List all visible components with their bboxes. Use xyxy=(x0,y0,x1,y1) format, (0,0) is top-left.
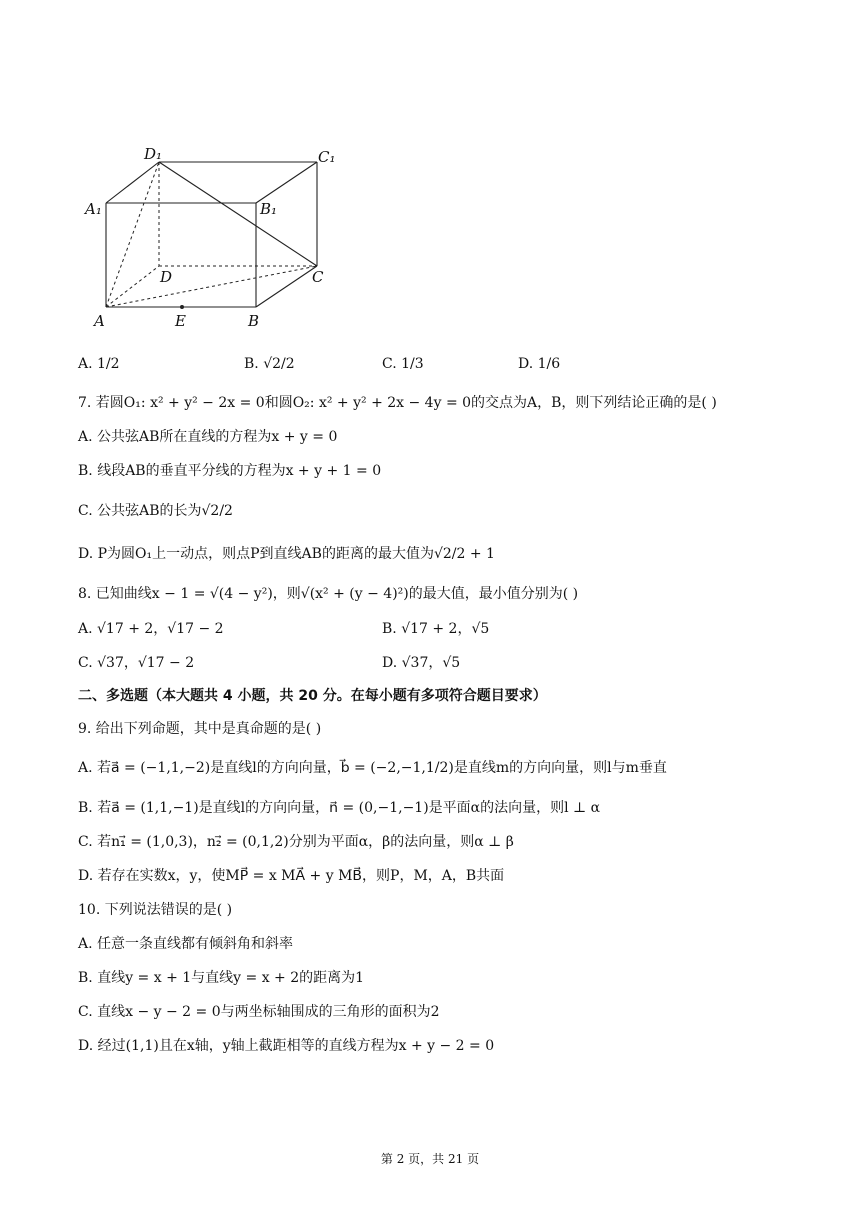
label-d1: D₁ xyxy=(144,145,163,163)
edge-ad1 xyxy=(106,162,159,307)
edge-bc xyxy=(256,266,317,307)
section-heading: 二、多选题（本大题共 4 小题，共 20 分。在每小题有多项符合题目要求） xyxy=(78,688,547,704)
label-c: C xyxy=(312,268,324,286)
point-e xyxy=(180,305,184,309)
q8-option-b: B. √17 + 2，√5 xyxy=(382,621,490,637)
label-a1: A₁ xyxy=(85,200,102,218)
q10-option-a: A. 任意一条直线都有倾斜角和斜率 xyxy=(78,936,294,952)
edge-b1c1 xyxy=(256,162,317,203)
q6-option-b: B. √2/2 xyxy=(244,356,295,372)
q6-option-d: D. 1/6 xyxy=(518,356,561,372)
label-d: D xyxy=(160,268,173,286)
q8-option-a: A. √17 + 2，√17 − 2 xyxy=(78,621,224,637)
edge-ac xyxy=(106,266,317,307)
label-e: E xyxy=(175,312,186,330)
q7-option-b: B. 线段AB的垂直平分线的方程为x + y + 1 = 0 xyxy=(78,463,382,479)
q6-options xyxy=(78,352,678,382)
label-b1: B₁ xyxy=(260,200,278,218)
edge-ad xyxy=(106,266,159,307)
label-b: B xyxy=(248,312,260,330)
q10-stem: 10. 下列说法错误的是( ) xyxy=(78,902,233,918)
q7-option-c: C. 公共弦AB的长为√2/2 xyxy=(78,503,233,519)
page-footer: 第 2 页，共 21 页 xyxy=(380,1152,480,1166)
q8-option-c: C. √37，√17 − 2 xyxy=(78,655,195,671)
q10-option-d: D. 经过(1,1)且在x轴，y轴上截距相等的直线方程为x + y − 2 = 0 xyxy=(78,1038,495,1054)
q7-option-a: A. 公共弦AB所在直线的方程为x + y = 0 xyxy=(78,429,338,445)
q6-option-a: A. 1/2 xyxy=(78,356,120,372)
q10-option-c: C. 直线x − y − 2 = 0与两坐标轴围成的三角形的面积为2 xyxy=(78,1004,440,1020)
q9-option-b: B. 若a⃗ = (1,1,−1)是直线l的方向向量，n⃗ = (0,−1,−1)是平面α的法向量，则l ⊥ α xyxy=(78,800,601,816)
q7-option-d: D. P为圆O₁上一动点，则点P到直线AB的距离的最大值为√2/2 + 1 xyxy=(78,546,495,562)
q9-option-a: A. 若a⃗ = (−1,1,−2)是直线l的方向向量，b⃗ = (−2,−1,1/2)是直线m的方向向量，则l与m垂直 xyxy=(78,760,667,776)
q9-option-c: C. 若n₁⃗ = (1,0,3)，n₂⃗ = (0,1,2)分别为平面α，β的法向量，则α ⊥ β xyxy=(78,834,514,850)
q6-option-c: C. 1/3 xyxy=(382,356,424,372)
q10-option-b: B. 直线y = x + 1与直线y = x + 2的距离为1 xyxy=(78,970,365,986)
q8-stem: 8. 已知曲线x − 1 = √(4 − y²)，则√(x² + (y − 4)²)的最大值，最小值分别为( ) xyxy=(78,586,579,602)
label-c1: C₁ xyxy=(318,148,336,166)
q8-option-d: D. √37，√5 xyxy=(382,655,461,671)
q9-stem: 9. 给出下列命题，其中是真命题的是( ) xyxy=(78,721,322,737)
cuboid-figure xyxy=(82,140,342,340)
q7-stem: 7. 若圆O₁: x² + y² − 2x = 0和圆O₂: x² + y² + 2x − 4y = 0的交点为A，B，则下列结论正确的是( ) xyxy=(78,395,717,411)
label-a: A xyxy=(94,312,105,330)
q9-option-d: D. 若存在实数x，y，使MP⃗ = x MA⃗ + y MB⃗，则P，M，A，B共面 xyxy=(78,868,505,884)
